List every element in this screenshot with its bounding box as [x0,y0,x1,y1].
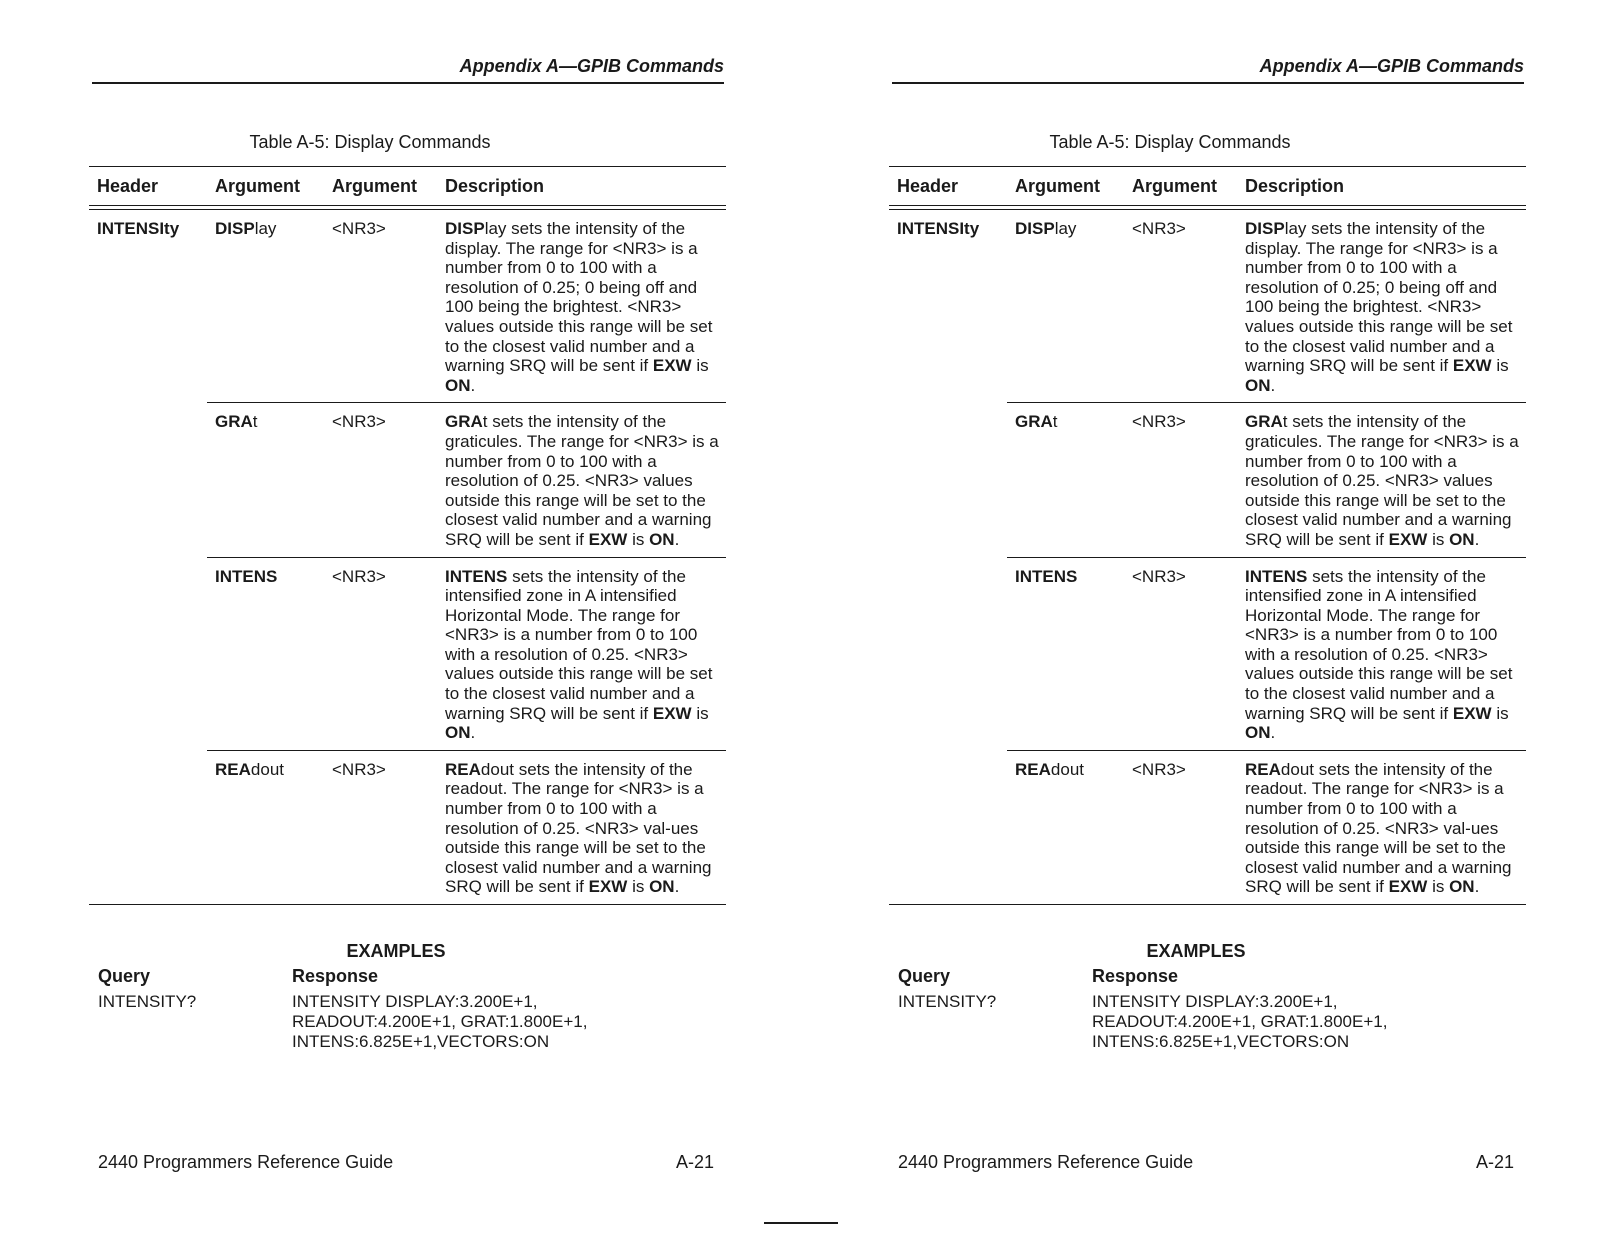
page-number: A-21 [676,1152,715,1172]
argument-value: <NR3> [332,219,386,238]
table-caption-text: Table A-5: Display Commands [249,132,491,152]
table-body [89,210,726,904]
argument-keyword [207,558,324,750]
page-number: A-21 [1476,1152,1515,1172]
examples-title [800,941,1600,962]
command-header [89,403,207,556]
bold-text: GRA [1245,412,1283,432]
column-header: Description [445,175,545,196]
bold-text: ON [445,375,471,395]
bold-text: EXW [652,356,692,376]
description: DISPlay sets the intensity of the display. The range for <NR3> is a number from 0 to 100 with a resolution of 0.25; 0 being off and 100 being the brightest. <NR3> values outside this range will be set to the closest valid number and a warning SRQ will be sent if EXW is ON. [445,219,713,395]
bold-text: DISP [1245,219,1285,238]
description: GRAt sets the intensity of the graticules. The range for <NR3> is a number from 0 to 100 with a resolution of 0.25. <NR3> values outside this range will be set to the closest valid number and a warning SRQ will be sent if EXW is ON. [1245,412,1519,549]
description: INTENS sets the intensity of the intensified zone in A intensified Horizontal Mode. The range for <NR3> is a number from 0 to 100 with a resolution of 0.25. <NR3> values outside this range will be set to the closest valid number and a warning SRQ will be sent if EXW is ON. [445,566,713,743]
table-body [889,210,1526,904]
display-commands-table [89,166,726,905]
table-header-row [889,167,1526,206]
response-label: Response [292,966,379,986]
bold-text: ON [649,877,675,897]
response-value [1092,992,1387,1052]
argument-keyword: DISPlay [1015,219,1077,238]
bold-text: EXW [652,703,692,723]
argument-keyword: DISPlay [215,219,277,238]
column-header: Argument [215,175,300,196]
command-header [889,403,1007,556]
bold-text: INTENS [1245,566,1308,586]
bold-text: GRA [1015,412,1053,432]
command-header [889,751,1007,904]
bold-text: REA [1245,759,1281,779]
running-header: Appendix A—GPIB Commands [459,56,724,76]
bold-text: EXW [1452,356,1492,376]
bold-text: REA [1015,759,1051,779]
table-caption [0,132,800,153]
column-header: Argument [1132,175,1217,196]
table-row [889,210,1526,402]
examples-title-text: EXAMPLES [346,941,446,961]
crop-mark [764,1222,838,1224]
response-line: READOUT:4.200E+1, GRAT:1.800E+1, [292,1012,588,1031]
argument-keyword: GRAt [215,412,258,432]
bold-text: INTENS [215,566,278,586]
description: GRAt sets the intensity of the graticules. The range for <NR3> is a number from 0 to 100 with a resolution of 0.25. <NR3> values outside this range will be set to the closest valid number and a warning SRQ will be sent if EXW is ON. [445,412,719,549]
bold-text: ON [445,723,471,743]
table-row [889,403,1526,556]
table-caption [800,132,1600,153]
response-label: Response [1092,966,1179,986]
bold-text: INTENS [445,566,508,586]
argument-keyword: REAdout [1015,759,1084,779]
display-commands-table [889,166,1526,905]
bold-text: DISP [1015,219,1055,238]
table-row [89,210,726,402]
argument-keyword [1007,558,1124,750]
right-page [800,0,1600,1237]
argument-keyword: REAdout [215,759,284,779]
description: REAdout sets the intensity of the readout. The range for <NR3> is a number from 0 to 100 with a resolution of 0.25. <NR3> val-ues outside this range will be set to the closest valid number and a warning SRQ will be sent if EXW is ON. [445,759,712,897]
column-header: Header [897,175,959,196]
header-rule [92,82,724,84]
argument-value: <NR3> [1132,566,1186,586]
query-label: Query [898,966,951,986]
table-row [889,558,1526,750]
column-header: Argument [1015,175,1100,196]
argument-value: <NR3> [1132,219,1186,238]
bold-text: EXW [1388,529,1428,549]
response-line: INTENSITY DISPLAY:3.200E+1, [1092,992,1338,1011]
table-header-row [89,167,726,206]
table-row [89,403,726,556]
response-value [292,992,587,1052]
bold-text: REA [215,759,251,779]
argument-value: <NR3> [332,759,386,779]
footer-title: 2440 Programmers Reference Guide [98,1152,394,1172]
table-bottom-rule [889,904,1526,905]
command-header: INTENSIty [897,219,980,238]
argument-value: <NR3> [332,412,386,432]
bold-text: ON [1449,877,1475,897]
bold-text: ON [649,529,675,549]
table-row [89,558,726,750]
bold-text: GRA [215,412,253,432]
bold-text: EXW [1452,703,1492,723]
response-line: READOUT:4.200E+1, GRAT:1.800E+1, [1092,1012,1388,1031]
response-line: INTENS:6.825E+1,VECTORS:ON [292,1032,550,1051]
query-value: INTENSITY? [98,992,197,1011]
column-header: Header [97,175,159,196]
bold-text: EXW [1388,877,1428,897]
column-header: Argument [332,175,417,196]
table-caption-text: Table A-5: Display Commands [1049,132,1291,152]
response-line: INTENS:6.825E+1,VECTORS:ON [1092,1032,1350,1051]
bold-text: GRA [445,412,483,432]
header-rule [892,82,1524,84]
table-row [89,751,726,904]
examples-title [0,941,800,962]
bold-text: ON [1245,375,1271,395]
bold-text: REA [445,759,481,779]
bold-text: DISP [215,219,255,238]
table-row [889,751,1526,904]
response-line: INTENSITY DISPLAY:3.200E+1, [292,992,538,1011]
argument-value: <NR3> [1132,412,1186,432]
query-label: Query [98,966,151,986]
query-value: INTENSITY? [898,992,997,1011]
command-header [89,751,207,904]
bold-text: EXW [588,877,628,897]
bold-text: ON [1449,529,1475,549]
command-header: INTENSIty [97,219,180,238]
command-header [889,558,1007,750]
argument-value: <NR3> [332,566,386,586]
examples-title-text: EXAMPLES [1146,941,1246,961]
command-header [89,558,207,750]
description: INTENS sets the intensity of the intensified zone in A intensified Horizontal Mode. The range for <NR3> is a number from 0 to 100 with a resolution of 0.25. <NR3> values outside this range will be set to the closest valid number and a warning SRQ will be sent if EXW is ON. [1245,566,1513,743]
footer-title: 2440 Programmers Reference Guide [898,1152,1194,1172]
description: DISPlay sets the intensity of the display. The range for <NR3> is a number from 0 to 100 with a resolution of 0.25; 0 being off and 100 being the brightest. <NR3> values outside this range will be set to the closest valid number and a warning SRQ will be sent if EXW is ON. [1245,219,1513,395]
bold-text: ON [1245,723,1271,743]
bold-text: DISP [445,219,485,238]
column-header: Description [1245,175,1345,196]
bold-text: INTENS [1015,566,1078,586]
argument-keyword: GRAt [1015,412,1058,432]
argument-value: <NR3> [1132,759,1186,779]
running-header: Appendix A—GPIB Commands [1259,56,1524,76]
table-bottom-rule [89,904,726,905]
description: REAdout sets the intensity of the readout. The range for <NR3> is a number from 0 to 100 with a resolution of 0.25. <NR3> val-ues outside this range will be set to the closest valid number and a warning SRQ will be sent if EXW is ON. [1245,759,1512,897]
bold-text: EXW [588,529,628,549]
